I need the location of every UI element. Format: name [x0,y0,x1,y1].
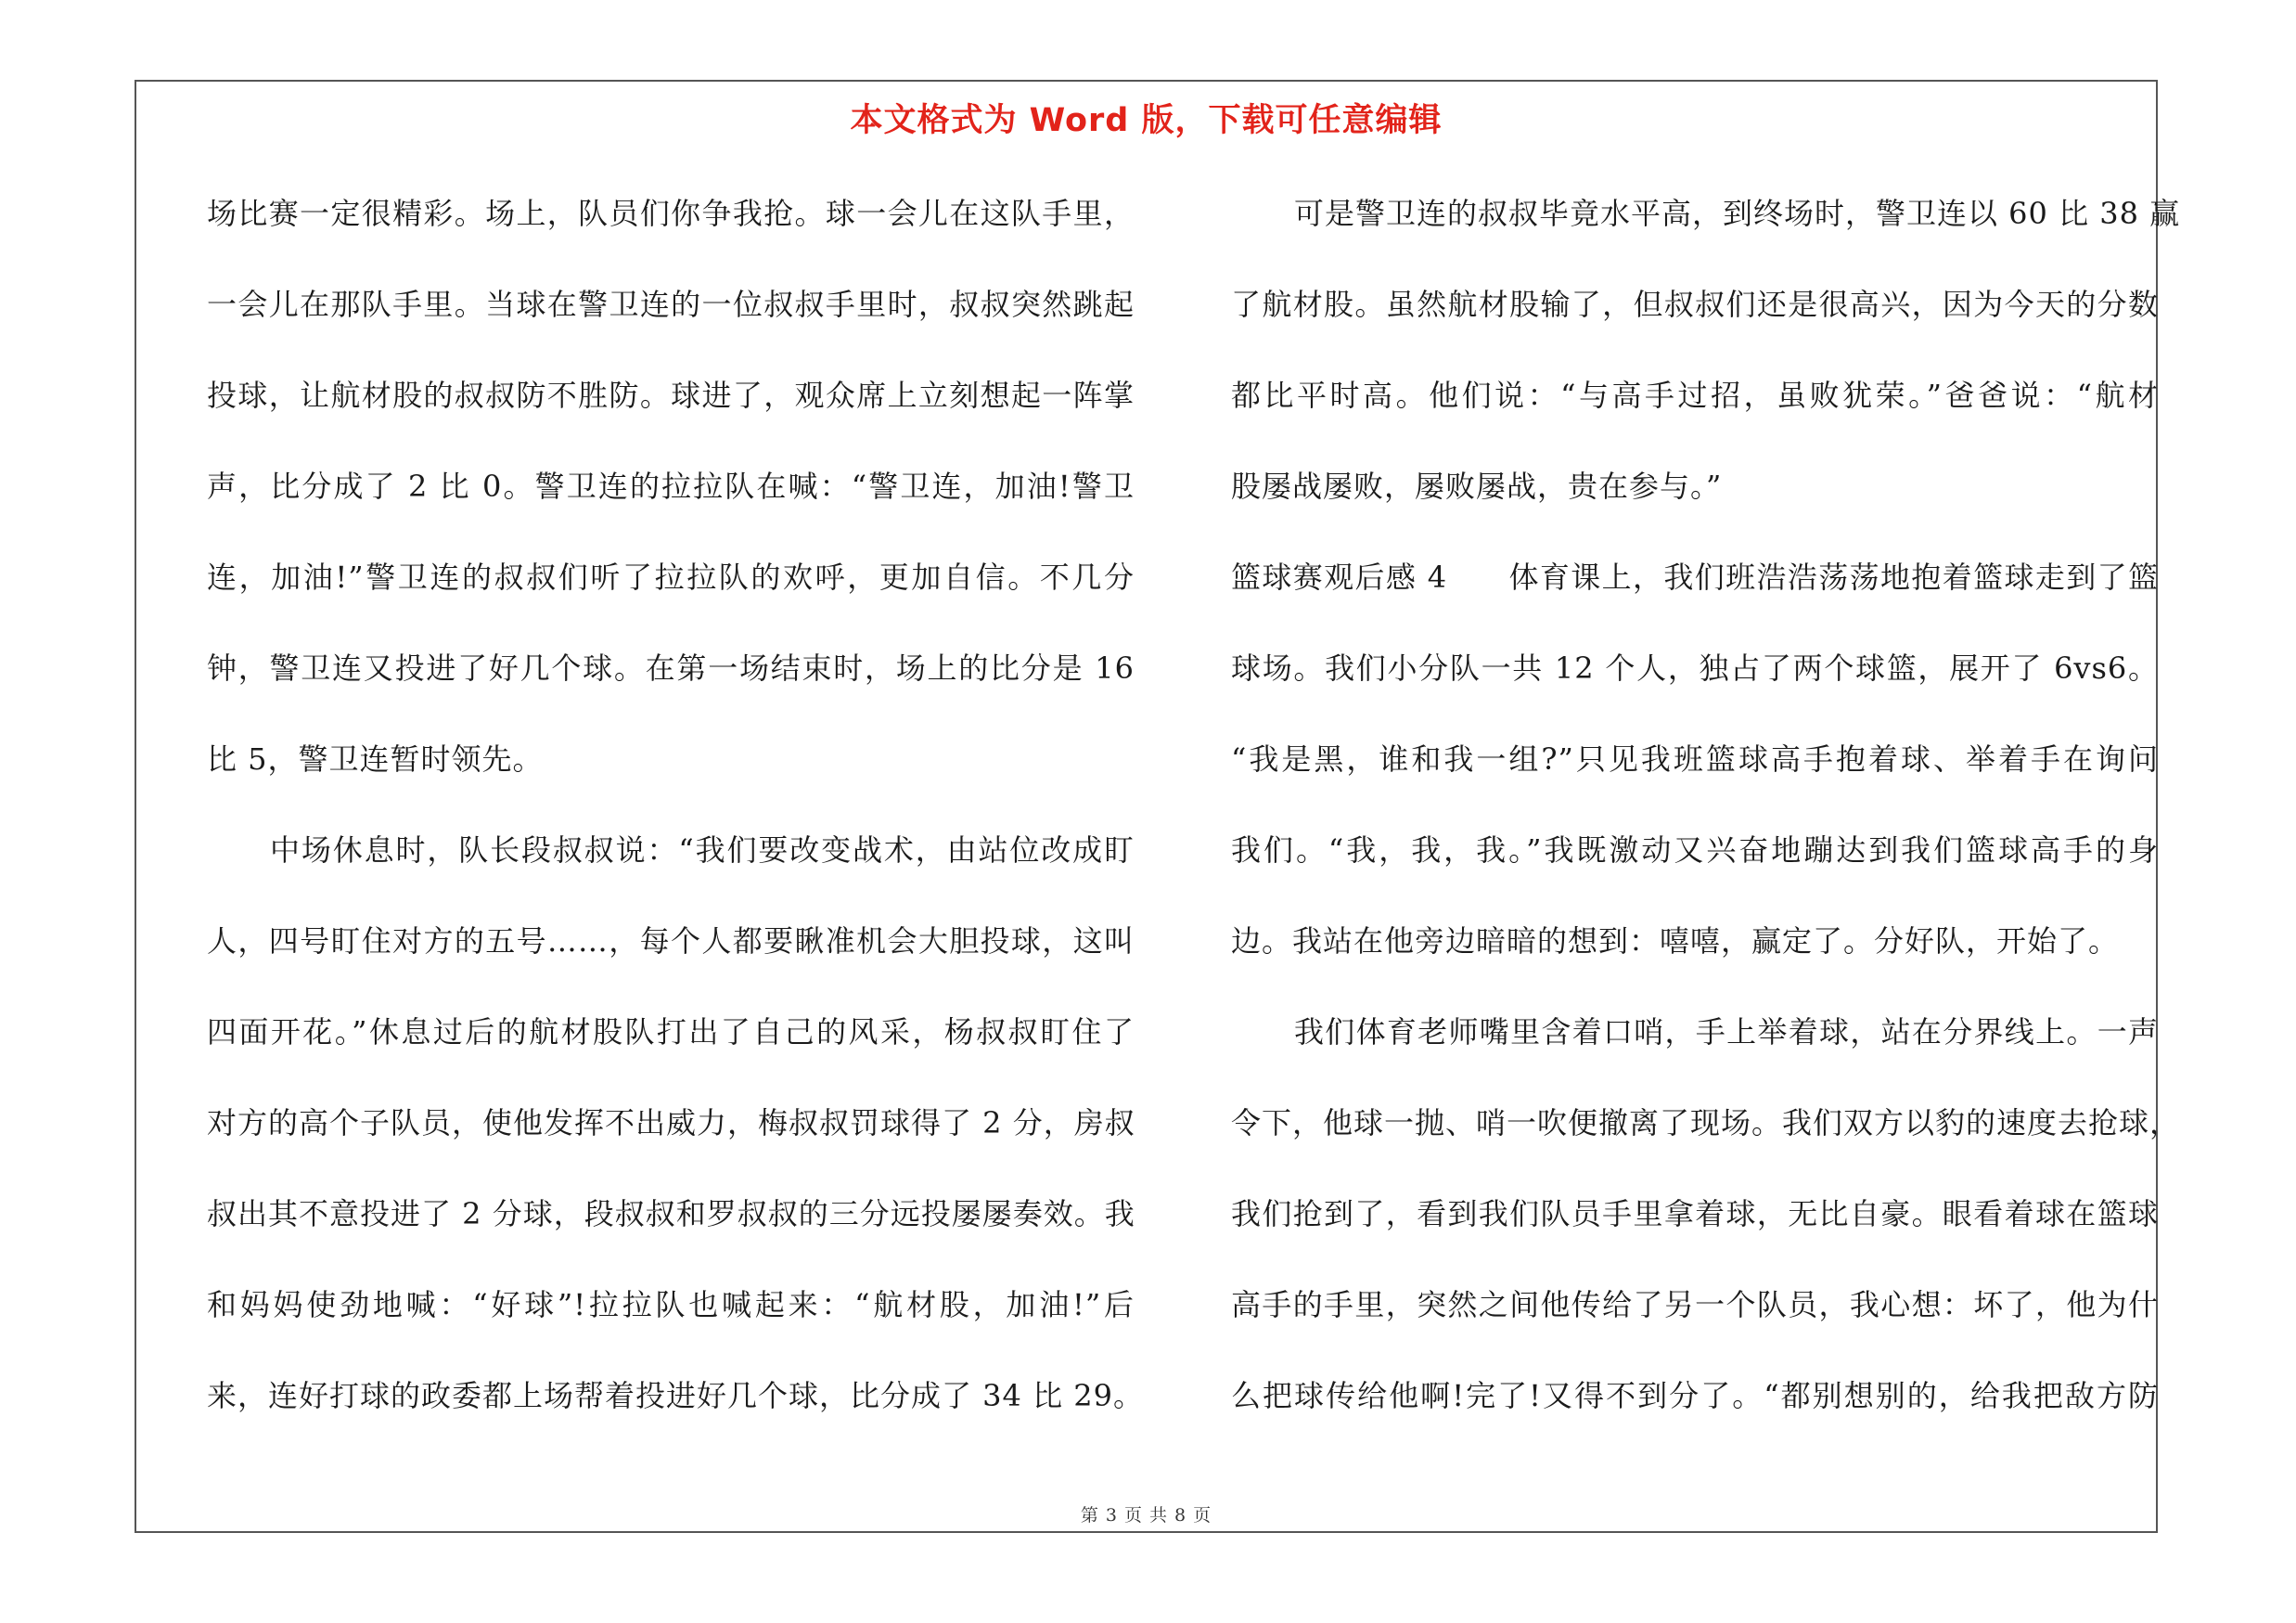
section-heading-continuation: 体育课上，我们班浩浩荡荡地抱着篮球走到了篮 [1508,560,2159,595]
text-line: 么把球传给他啊!完了!又得不到分了。“都别想别的，给我把敌方防 [1231,1378,2159,1413]
text-line: 对方的高个子队员，使他发挥不出威力，梅叔叔罚球得了 2 分，房叔 [207,1105,1135,1140]
left-column [207,186,1144,1459]
page-number: 第 3 页 共 8 页 [1080,1505,1212,1526]
text-line: 股屡战屡败，屡败屡战，贵在参与。” [1231,469,1723,504]
text-line: 声，比分成了 2 比 0。警卫连的拉拉队在喊：“警卫连，加油!警卫 [207,469,1135,504]
section-heading: 篮球赛观后感 4 [1231,560,1448,595]
text-line: 边。我站在他旁边暗暗的想到：嘻嘻，赢定了。分好队，开始了。 [1231,923,2120,959]
text-line: 球场。我们小分队一共 12 个人，独占了两个球篮，展开了 6vs6。 [1231,650,2159,686]
text-line: 场比赛一定很精彩。场上，队员们你争我抢。球一会儿在这队手里， [207,196,1135,231]
text-line: 人，四号盯住对方的五号……，每个人都要瞅准机会大胆投球，这叫 [207,923,1135,959]
text-line: “我是黑，谁和我一组?”只见我班篮球高手抱着球、举着手在询问 [1231,741,2159,777]
text-line: 高手的手里，突然之间他传给了另一个队员，我心想：坏了，他为什 [1231,1287,2159,1322]
page-frame [135,80,2181,1533]
text-line: 了航材股。虽然航材股输了，但叔叔们还是很高兴，因为今天的分数 [1231,287,2159,322]
text-line: 我们。“我，我，我。”我既激动又兴奋地蹦达到我们篮球高手的身 [1231,832,2159,868]
text-line: 和妈妈使劲地喊：“好球”!拉拉队也喊起来：“航材股，加油!”后 [207,1287,1135,1322]
text-line: 钟，警卫连又投进了好几个球。在第一场结束时，场上的比分是 16 [207,650,1135,686]
section-heading-line [1231,549,2159,640]
text-line: 叔出其不意投进了 2 分球，段叔叔和罗叔叔的三分远投屡屡奏效。我 [207,1196,1135,1231]
format-banner: 本文格式为 Word 版，下载可任意编辑 [850,102,1443,139]
text-line: 来，连好打球的政委都上场帮着投进好几个球，比分成了 34 比 29。 [207,1378,1144,1413]
text-line: 我们抢到了，看到我们队员手里拿着球，无比自豪。眼看着球在篮球 [1231,1196,2159,1231]
text-line: 可是警卫连的叔叔毕竟水平高，到终场时，警卫连以 60 比 38 赢 [1294,196,2181,231]
text-line: 连，加油!”警卫连的叔叔们听了拉拉队的欢呼，更加自信。不几分 [207,560,1135,595]
text-line: 都比平时高。他们说：“与高手过招，虽败犹荣。”爸爸说：“航材 [1231,378,2159,413]
text-line: 四面开花。”休息过后的航材股队打出了自己的风采，杨叔叔盯住了 [207,1014,1135,1050]
text-line: 比 5，警卫连暂时领先。 [207,741,544,777]
text-line: 投球，让航材股的叔叔防不胜防。球进了，观众席上立刻想起一阵掌 [207,378,1135,413]
text-line: 令下，他球一抛、哨一吹便撤离了现场。我们双方以豹的速度去抢球， [1231,1105,2181,1140]
text-line: 中场休息时，队长段叔叔说：“我们要改变战术，由站位改成盯 [270,832,1135,868]
right-column [1231,186,2181,1459]
text-line: 我们体育老师嘴里含着口哨，手上举着球，站在分界线上。一声 [1294,1014,2159,1050]
text-line: 一会儿在那队手里。当球在警卫连的一位叔叔手里时，叔叔突然跳起 [207,287,1135,322]
